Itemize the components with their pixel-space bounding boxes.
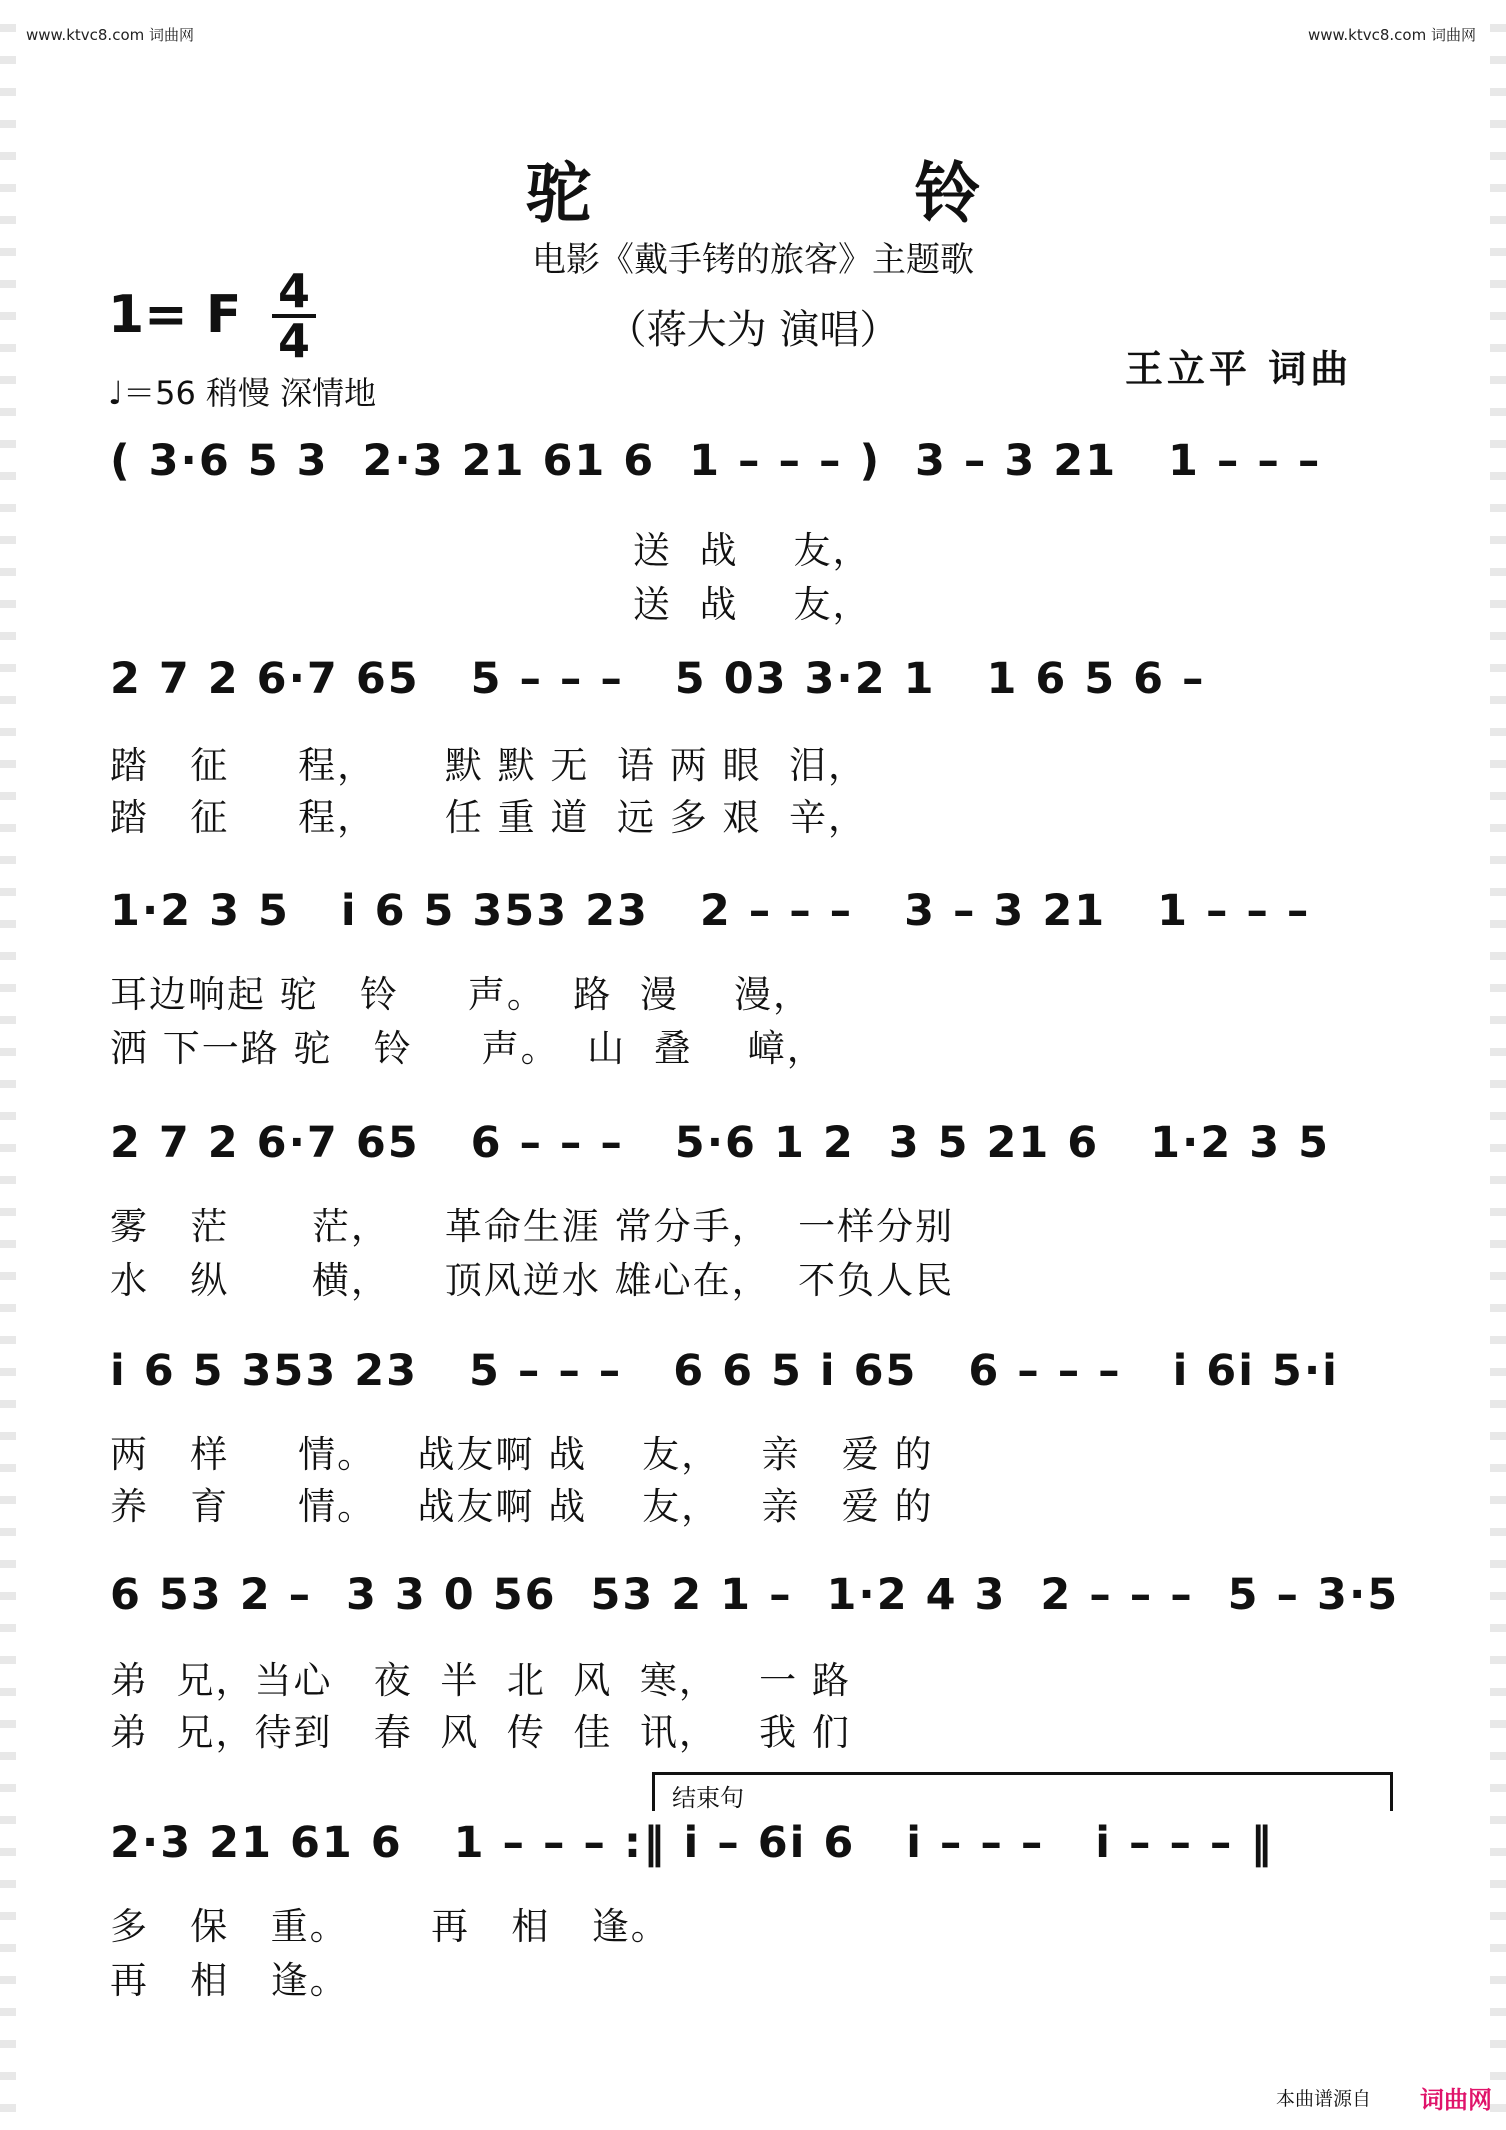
score-system-1-notes: ( 3·6 5 3 2·3 21 61 6 1 – – – ) 3 – 3 21 1 – – – xyxy=(110,436,1322,486)
footer-source-text: 本曲谱源自 xyxy=(1276,2088,1372,2110)
score-system-2-notes: 2 7 2 6·7 65 5 – – – 5 03 3·2 1 1 6 5 6 – xyxy=(110,654,1206,704)
score-system-5-notes: i 6 5 353 23 5 – – – 6 6 5 i 65 6 – – – i 6i 5·i xyxy=(110,1346,1339,1396)
score-system-6-lyrics-verse1: 弟 兄，当心 夜 半 北 风 寒， 一 路 xyxy=(110,1659,851,1702)
ending-bracket xyxy=(652,1772,1393,1811)
score-system-3-lyrics-verse2: 洒 下一路 驼 铃 声。 山 叠 嶂， xyxy=(110,1027,826,1070)
meter-top: 4 xyxy=(277,264,310,318)
song-title: 驼 铃 xyxy=(525,154,1131,232)
tempo-marking: ♩＝56 稍慢 深情地 xyxy=(108,374,377,412)
meter-bottom: 4 xyxy=(277,314,310,368)
score-system-7-notes: 2·3 21 61 6 1 – – – :‖ i – 6i 6 i – – – i – – – ‖ xyxy=(110,1818,1274,1868)
score-system-4-lyrics-verse1: 雾 茫 茫， 革命生涯 常分手， 一样分别 xyxy=(110,1205,955,1248)
score-system-1-lyrics-verse2: 送 战 友， xyxy=(110,583,872,626)
score-system-6-notes: 6 53 2 – 3 3 0 56 53 2 1 – 1·2 4 3 2 – – – 5 – 3·5 xyxy=(110,1570,1400,1620)
time-signature xyxy=(272,264,316,368)
footer-site-link[interactable]: 词曲网 xyxy=(1420,2086,1492,2114)
score-system-2-lyrics-verse2: 踏 征 程， 任 重 道 远 多 艰 辛， xyxy=(110,796,867,839)
score-system-7-lyrics-verse1: 多 保 重。 再 相 逢。 xyxy=(110,1905,670,1948)
header-site-right[interactable]: www.ktvc8.com 词曲网 xyxy=(1307,26,1476,44)
score-system-5-lyrics-verse1: 两 样 情。 战友啊 战 友， 亲 爱 的 xyxy=(110,1433,934,1476)
score-system-1-lyrics-verse1: 送 战 友， xyxy=(110,529,872,572)
score-system-4-lyrics-verse2: 水 纵 横， 顶风逆水 雄心在， 不负人民 xyxy=(110,1259,955,1302)
score-system-3-notes: 1·2 3 5 i 6 5 353 23 2 – – – 3 – 3 21 1 – – – xyxy=(110,886,1311,936)
song-singer: （蒋大为 演唱） xyxy=(606,307,900,353)
key-signature: 1= F xyxy=(108,285,242,345)
song-subtitle: 电影《戴手铐的旅客》主题歌 xyxy=(532,240,974,280)
score-system-4-notes: 2 7 2 6·7 65 6 – – – 5·6 1 2 3 5 21 6 1·2 3 5 xyxy=(110,1118,1331,1168)
score-system-3-lyrics-verse1: 耳边响起 驼 铃 声。 路 漫 漫， xyxy=(110,973,812,1016)
ending-label: 结束句 xyxy=(672,1784,744,1812)
score-system-5-lyrics-verse2: 养 育 情。 战友啊 战 友， 亲 爱 的 xyxy=(110,1485,934,1528)
header-site-left[interactable]: www.ktvc8.com 词曲网 xyxy=(26,26,195,44)
score-system-7-lyrics-verse2: 再 相 逢。 xyxy=(110,1959,349,2002)
score-system-6-lyrics-verse2: 弟 兄，待到 春 风 传 佳 讯， 我 们 xyxy=(110,1711,851,1754)
composer-credit: 王立平 词曲 xyxy=(1125,346,1353,391)
score-system-2-lyrics-verse1: 踏 征 程， 默 默 无 语 两 眼 泪， xyxy=(110,744,867,787)
